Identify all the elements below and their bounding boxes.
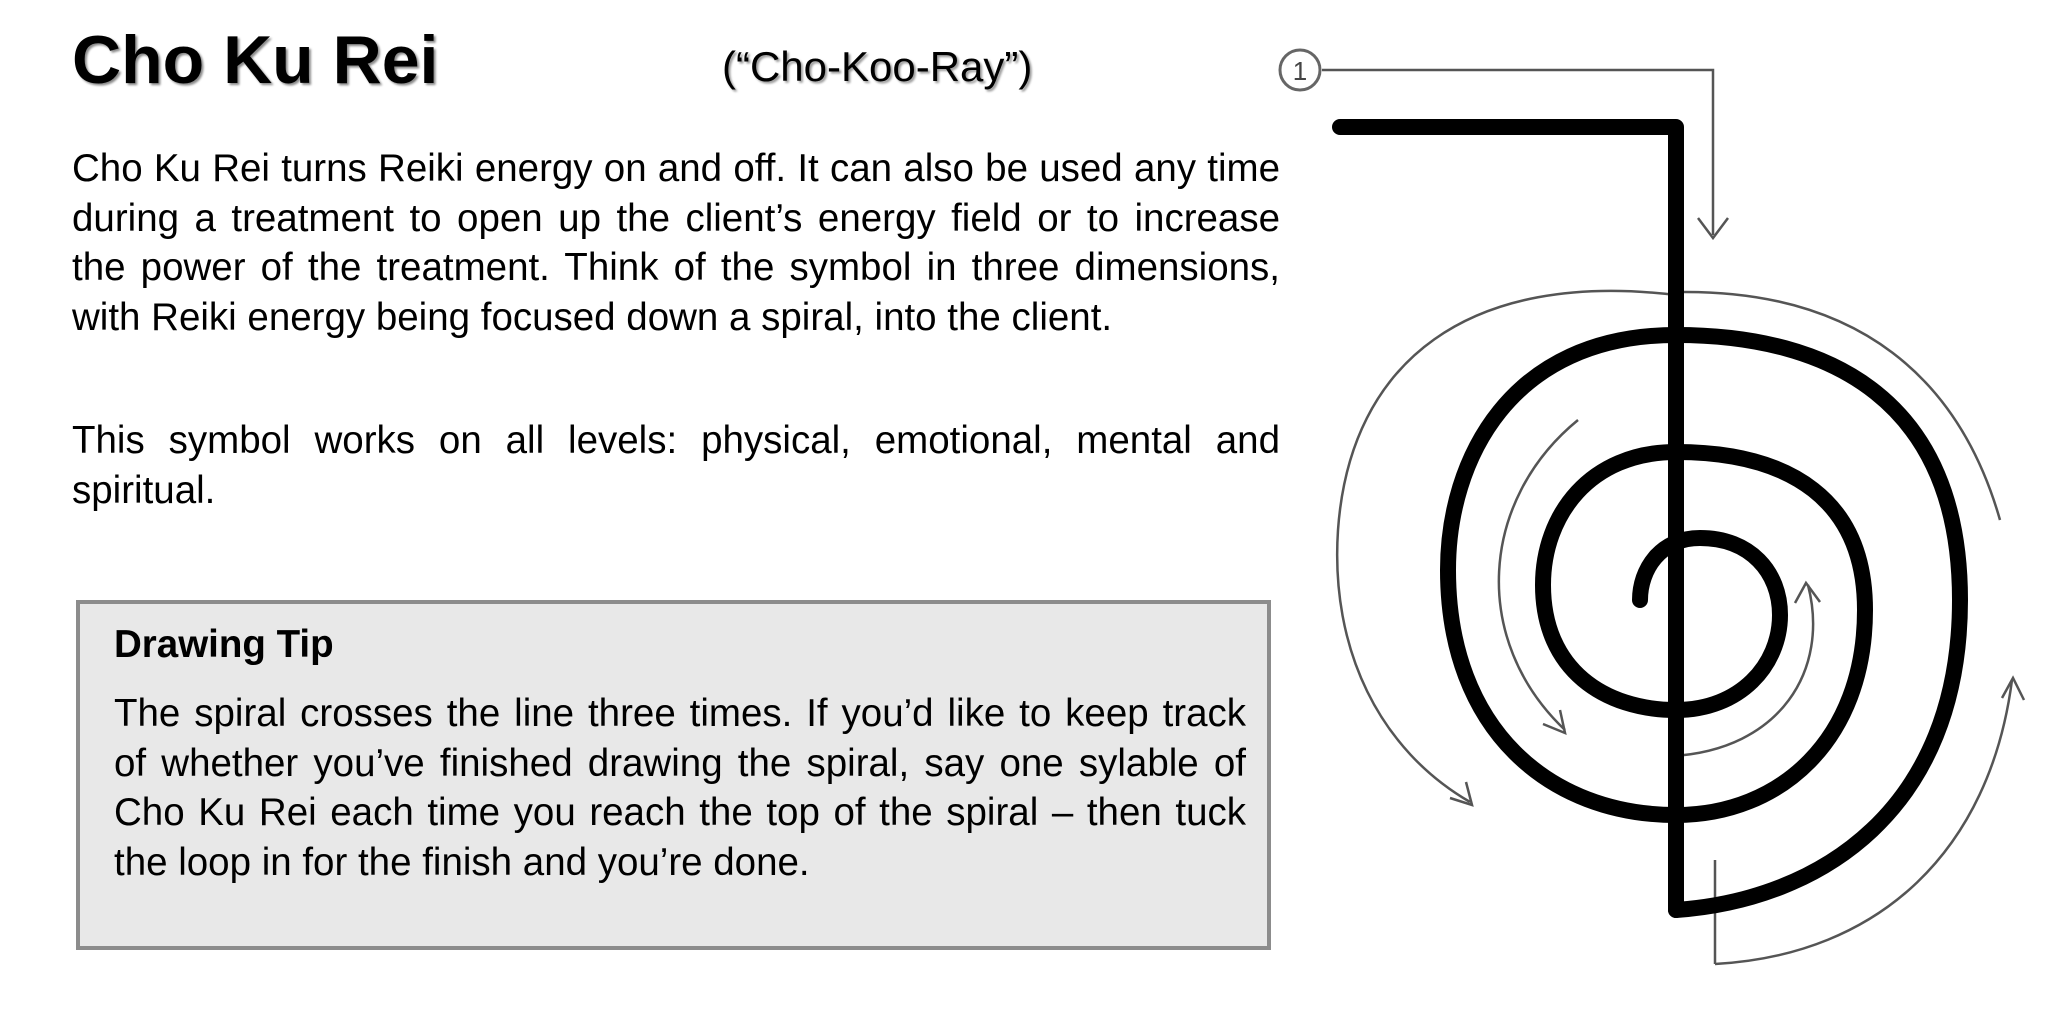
inner-right-arrowhead [1795, 583, 1820, 603]
cho-ku-rei-symbol-icon [1260, 30, 2055, 1017]
inner-left-arrowhead [1543, 710, 1565, 733]
tip-text: The spiral crosses the line three times. If you’d like to keep track of whether you’ve finished drawing the spiral, say one sylable of Cho Ku Rei each time you reach the top of the spiral – then tuck the loop in for the finish and you’re done. [114, 692, 1246, 884]
right-sweep-arrow-bottom [1715, 680, 2012, 964]
start-marker-label: 1 [1292, 56, 1308, 86]
start-guide-arrow [1322, 70, 1713, 235]
levels-paragraph: This symbol works on all levels: physical, emotional, mental and spiritual. [72, 419, 1280, 512]
start-marker [1280, 50, 1320, 90]
right-sweep-arrow-top [1680, 292, 2000, 520]
left-sweep-arrow [1337, 291, 1676, 802]
inner-right-arrow [1672, 585, 1813, 756]
symbol-strokes [1340, 127, 1960, 910]
intro-paragraph: Cho Ku Rei turns Reiki energy on and off. It can also be used any time during a treatment to open up the client’s energy field or to increase the power of the treatment. Think of the symbol in three dimensions, with Reiki energy being focused down a spiral, into the client. [72, 147, 1280, 339]
tip-heading: Drawing Tip [114, 623, 334, 666]
page-title: Cho Ku Rei [72, 22, 439, 98]
pronunciation-text: (“Cho-Koo-Ray”) [722, 43, 1033, 90]
spiral-stroke [1448, 335, 1960, 910]
drawing-tip-box [76, 600, 1271, 950]
